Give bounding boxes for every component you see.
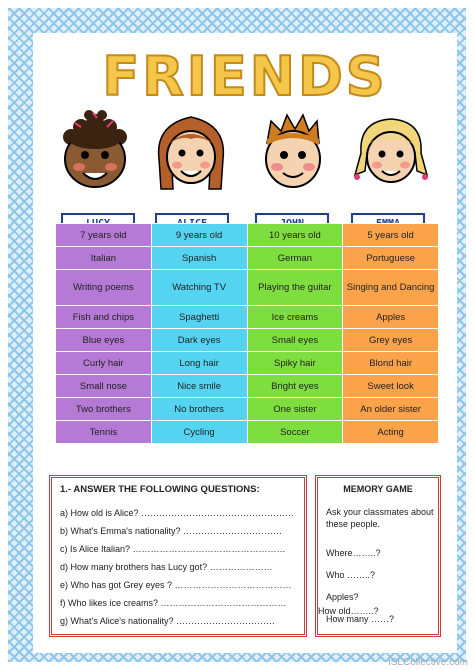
table-cell: 9 years old: [151, 224, 247, 247]
question-item: c) Is Alice Italian? ……………………………………………: [60, 544, 286, 554]
worksheet-title: FRIENDS: [102, 45, 388, 108]
table-cell: Ice creams: [247, 306, 343, 329]
table-row: [56, 306, 439, 329]
table-cell: Singing and Dancing: [343, 270, 439, 306]
table-cell: Playing the guitar: [247, 270, 343, 306]
john-face-illustration: [253, 109, 333, 195]
table-cell: 7 years old: [56, 224, 152, 247]
question-item: g) What's Alice's nationality? ……………………………: [60, 616, 275, 626]
page-border: [8, 8, 466, 662]
table-cell: Tennis: [56, 421, 152, 444]
table-row: [56, 329, 439, 352]
table-cell: Blond hair: [343, 352, 439, 375]
table-cell: No brothers: [151, 398, 247, 421]
table-cell: Dark eyes: [151, 329, 247, 352]
table-row: [56, 247, 439, 270]
table-cell: German: [247, 247, 343, 270]
table-cell: One sister: [247, 398, 343, 421]
table-cell: 5 years old: [343, 224, 439, 247]
table-cell: Small nose: [56, 375, 152, 398]
question-item: e) Who has got Grey eyes ? …………………………………: [60, 580, 292, 590]
question-item: f) Who likes ice creams? ……………………………………: [60, 598, 287, 608]
table-cell: Writing poems: [56, 270, 152, 306]
table-cell: Portuguese: [343, 247, 439, 270]
question-item: a) How old is Alice? ……………………………………………: [60, 508, 295, 518]
alice-face-illustration: [151, 109, 231, 195]
table-cell: Fish and chips: [56, 306, 152, 329]
table-cell: Soccer: [247, 421, 343, 444]
table-cell: Watching TV: [151, 270, 247, 306]
table-cell: Spaghetti: [151, 306, 247, 329]
question-item: d) How many brothers has Lucy got? …………………: [60, 562, 273, 572]
table-cell: Italian: [56, 247, 152, 270]
table-row: [56, 352, 439, 375]
table-row: [56, 375, 439, 398]
table-cell: Acting: [343, 421, 439, 444]
questions-box: [49, 475, 307, 637]
question-item: b) What's Emma's nationality? ……………………………: [60, 526, 282, 536]
table-cell: Curly hair: [56, 352, 152, 375]
lucy-face-illustration: [55, 109, 135, 195]
table-cell: Long hair: [151, 352, 247, 375]
table-cell: Spanish: [151, 247, 247, 270]
worksheet: [33, 33, 457, 653]
table-cell: Apples: [343, 306, 439, 329]
memory-game-intro: Ask your classmates about these people.: [326, 507, 434, 529]
table-cell: 10 years old: [247, 224, 343, 247]
memory-prompt: Apples?: [326, 592, 359, 602]
watermark: iSLCollective.com: [388, 657, 468, 668]
memory-prompt: Where……..?: [326, 548, 381, 558]
table-row: [56, 224, 439, 247]
memory-prompt: How many ……?: [326, 614, 395, 624]
table-cell: Nice smile: [151, 375, 247, 398]
emma-face-illustration: [351, 109, 431, 195]
table-row: [56, 421, 439, 444]
table-cell: Bright eyes: [247, 375, 343, 398]
table-cell: Cycling: [151, 421, 247, 444]
memory-prompt: How old……..?: [318, 606, 379, 616]
table-cell: Small eyes: [247, 329, 343, 352]
table-cell: Sweet look: [343, 375, 439, 398]
table-cell: Two brothers: [56, 398, 152, 421]
info-table: [55, 223, 439, 444]
memory-game-title: MEMORY GAME: [343, 484, 413, 494]
table-cell: Grey eyes: [343, 329, 439, 352]
table-row: [56, 270, 439, 306]
table-cell: An older sister: [343, 398, 439, 421]
memory-prompt: Who ……..?: [326, 570, 376, 580]
table-cell: Blue eyes: [56, 329, 152, 352]
questions-title: 1.- ANSWER THE FOLLOWING QUESTIONS:: [60, 484, 260, 495]
faces-row: [33, 95, 457, 215]
table-cell: Spiky hair: [247, 352, 343, 375]
table-row: [56, 398, 439, 421]
